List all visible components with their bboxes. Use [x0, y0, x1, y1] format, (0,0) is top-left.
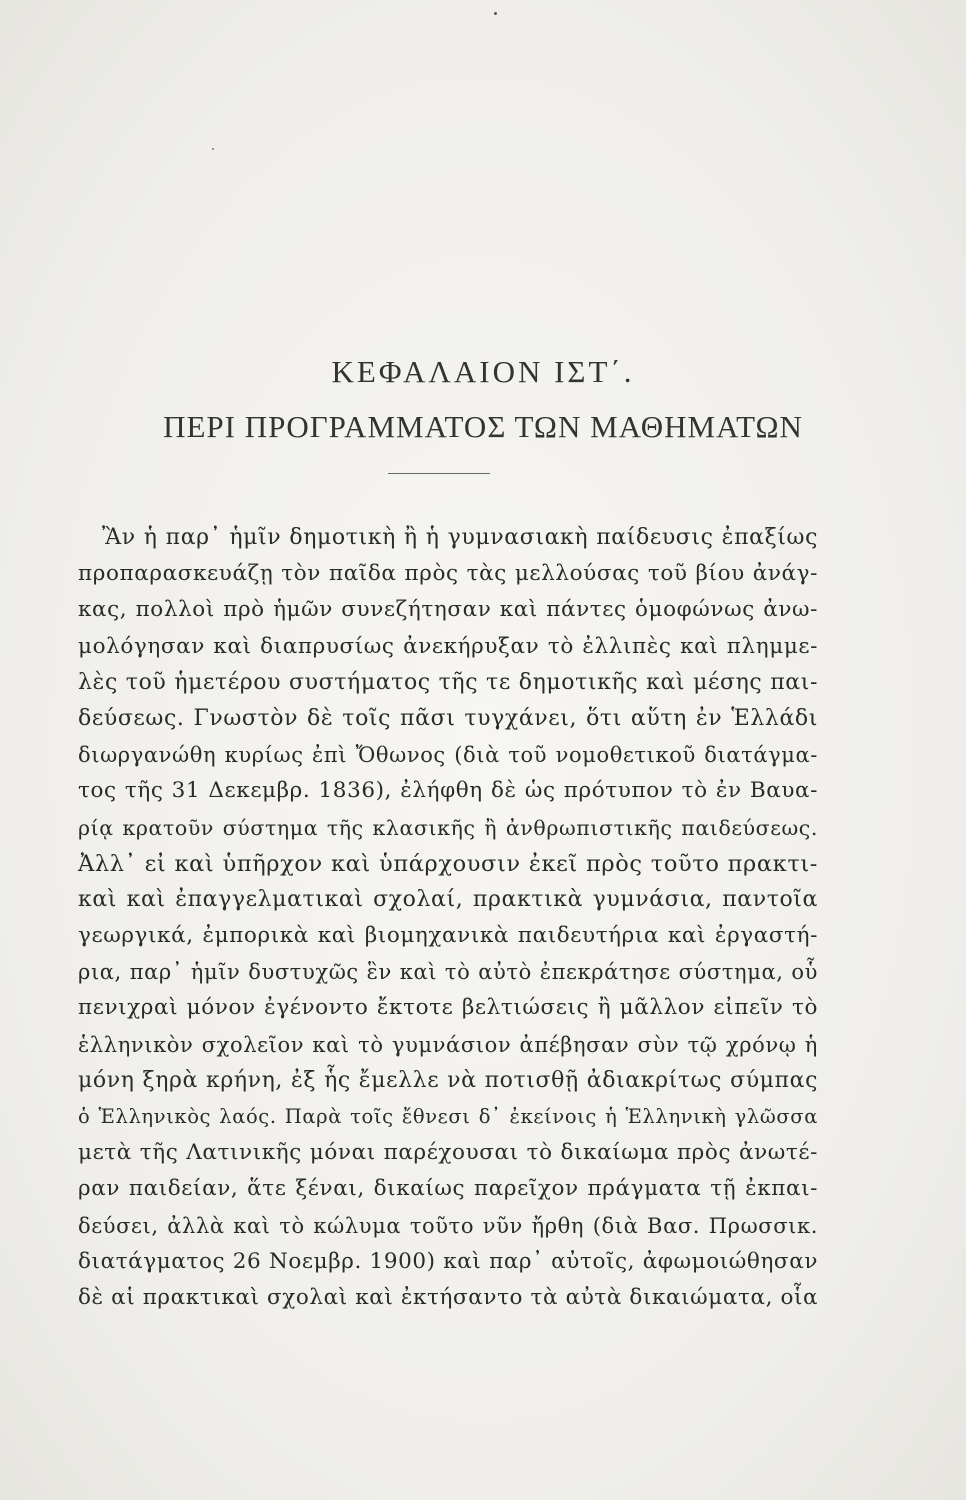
text-line: τος τῆς 31 Δεκεμβρ. 1836), ἐλήφθη δὲ ὡς πρότυπον τὸ ἐν Βαυα-	[78, 778, 818, 804]
text-line: προπαρασκευάζῃ τὸν παῖδα πρὸς τὰς μελλούσας τοῦ βίου ἀνάγ-	[78, 561, 818, 587]
text-line: Ἀλλ᾿ εἰ καὶ ὑπῆρχον καὶ ὑπάρχουσιν ἐκεῖ πρὸς τοῦτο πρακτι-	[78, 850, 818, 877]
text-line: διατάγματος 26 Νοεμβρ. 1900) καὶ παρ᾿ αὐτοῖς, ἀφωμοιώθησαν	[78, 1248, 818, 1274]
ink-speck	[494, 12, 497, 15]
text-line: ρια, παρ᾿ ἡμῖν δυστυχῶς ἓν καὶ τὸ αὐτὸ ἐπεκράτησε σύστημα, οὗ	[78, 960, 818, 985]
text-line: κας, πολλοὶ πρὸ ἡμῶν συνεζήτησαν καὶ πάντες ὁμοφώνως ἀνω-	[78, 597, 818, 623]
text-line: μόνη ξηρὰ κρήνη, ἐξ ἧς ἔμελλε νὰ ποτισθῇ ἀδιακρίτως σύμπας	[78, 1067, 818, 1093]
text-line: δεύσεως. Γνωστὸν δὲ τοῖς πᾶσι τυγχάνει, ὅτι αὕτη ἐν Ἑλλάδι	[78, 705, 818, 731]
ink-speck	[212, 148, 214, 150]
text-line: καὶ καὶ ἐπαγγελματικαὶ σχολαί, πρακτικὰ γυμνάσια, παντοῖα	[78, 886, 818, 912]
text-line: πενιχραὶ μόνον ἐγένοντο ἔκτοτε βελτιώσεις ἢ μᾶλλον εἰπεῖν τὸ	[78, 995, 818, 1021]
text-line: Ἂν ἡ παρ᾿ ἡμῖν δημοτικὴ ἢ ἡ γυμνασιακὴ παίδευσις ἐπαξίως	[102, 525, 818, 550]
body-paragraph	[78, 520, 818, 1316]
chapter-number: ΚΕΦΑΛΑΙΟΝ ΙΣΤ΄.	[331, 354, 635, 389]
text-line: δὲ αἱ πρακτικαὶ σχολαὶ καὶ ἐκτήσαντο τὰ αὐτὰ δικαιώματα, οἷα	[78, 1284, 819, 1310]
title-divider	[388, 473, 490, 474]
text-line: μετὰ τῆς Λατινικῆς μόναι παρέχουσαι τὸ δικαίωμα πρὸς ἀνωτέ-	[78, 1140, 818, 1166]
text-line: ἑλληνικὸν σχολεῖον καὶ τὸ γυμνάσιον ἀπέβησαν σὺν τῷ χρόνῳ ἡ	[78, 1032, 818, 1057]
text-line: λὲς τοῦ ἡμετέρου συστήματος τῆς τε δημοτικῆς καὶ μέσης παι-	[78, 669, 818, 695]
text-line: ὁ Ἑλληνικὸς λαός. Παρὰ τοῖς ἔθνεσι δ᾿ ἐκείνοις ἡ Ἑλληνικὴ γλῶσσα	[78, 1105, 818, 1128]
chapter-title: ΠΕΡΙ ΠΡΟΓΡΑΜΜΑΤΟΣ ΤΩΝ ΜΑΘΗΜΑΤΩΝ	[163, 409, 803, 444]
text-line: γεωργικά, ἐμπορικὰ καὶ βιομηχανικὰ παιδευτήρια καὶ ἐργαστή-	[78, 923, 818, 949]
text-line: μολόγησαν καὶ διαπρυσίως ἀνεκήρυξαν τὸ ἐλλιπὲς καὶ πλημμε-	[78, 633, 818, 659]
text-line: δεύσει, ἀλλὰ καὶ τὸ κώλυμα τοῦτο νῦν ἤρθη (διὰ Βασ. Πρωσσικ.	[78, 1213, 818, 1238]
text-line: ρίᾳ κρατοῦν σύστημα τῆς κλασικῆς ἢ ἀνθρωπιστικῆς παιδεύσεως.	[78, 815, 818, 840]
text-line: διωργανώθη κυρίως ἐπὶ Ὄθωνος (διὰ τοῦ νομοθετικοῦ διατάγμα-	[78, 743, 818, 768]
text-line: ραν παιδείαν, ἅτε ξέναι, δικαίως παρεῖχον πράγματα τῇ ἐκπαι-	[78, 1176, 818, 1202]
